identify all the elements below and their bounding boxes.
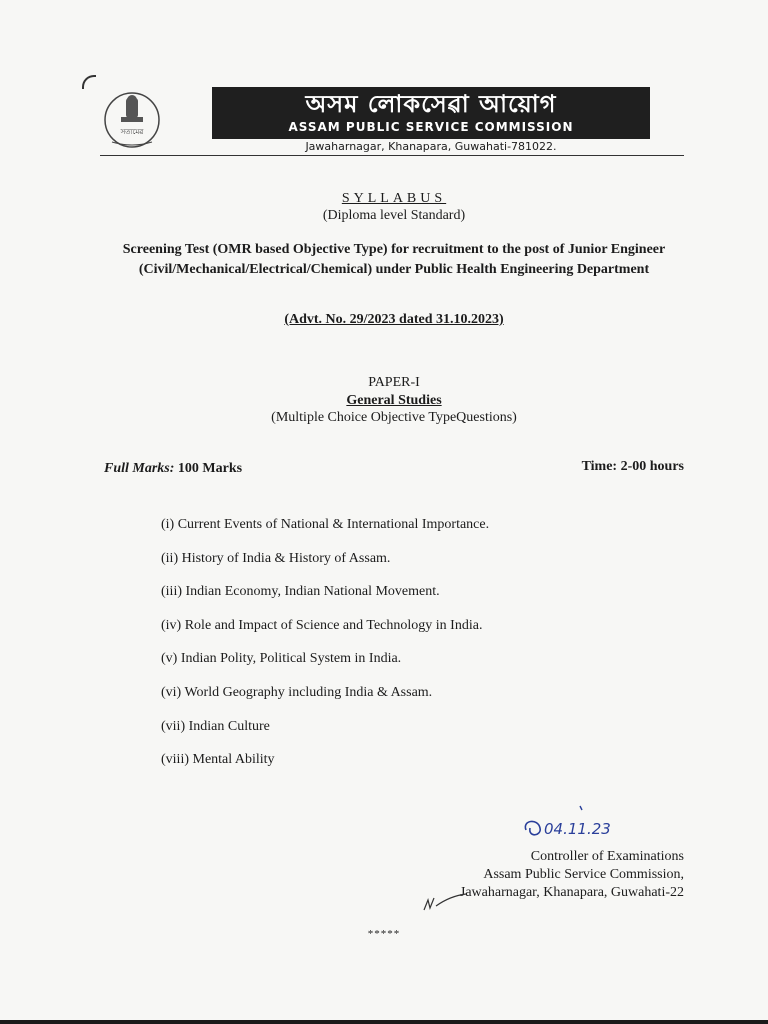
topic-item: (iii) Indian Economy, Indian National Movement.	[161, 584, 440, 600]
initials-mark	[420, 890, 470, 914]
topic-item: (ii) History of India & History of Assam.	[161, 550, 391, 566]
signatory-location: Jawaharnagar, Khanapara, Guwahati-22	[459, 885, 684, 900]
advertisement-number: (Advt. No. 29/2023 dated 31.10.2023)	[284, 312, 504, 327]
state-emblem-icon	[102, 90, 162, 150]
topic-item: (i) Current Events of National & International Importance.	[161, 517, 490, 532]
full-marks-label: Full Marks:	[104, 461, 175, 476]
signatory-block	[460, 848, 684, 902]
syllabus-heading: SYLLABUS	[341, 191, 447, 206]
signatory-organization: Assam Public Service Commission,	[483, 867, 684, 882]
full-marks	[104, 461, 242, 477]
topic-item: (viii) Mental Ability	[161, 752, 275, 768]
exam-time: Time: 2-00 hours	[581, 459, 684, 474]
header-banner	[212, 87, 650, 139]
signature-date: 04.11.23	[544, 820, 611, 838]
scan-edge	[0, 1020, 768, 1024]
commission-title-assamese: অসম লোকসেৱা আয়োগ	[305, 90, 557, 118]
topic-item: (v) Indian Polity, Political System in India.	[161, 651, 402, 667]
paper-number: PAPER-I	[368, 375, 420, 390]
svg-text:সত্যমেৱ: সত্যমেৱ	[120, 128, 144, 136]
topic-item: (vi) World Geography including India & Assam.	[161, 684, 433, 700]
handwritten-signature	[520, 800, 630, 846]
question-type: (Multiple Choice Objective TypeQuestions)	[271, 410, 517, 425]
topic-item: (iv) Role and Impact of Science and Technology in India.	[161, 617, 483, 633]
end-of-document-mark: *****	[367, 928, 401, 940]
header-divider	[100, 155, 684, 156]
punch-mark	[82, 75, 96, 89]
signatory-designation: Controller of Examinations	[530, 849, 684, 864]
topic-item: (vii) Indian Culture	[161, 718, 270, 734]
subject-title: General Studies	[346, 393, 442, 408]
commission-title-english: ASSAM PUBLIC SERVICE COMMISSION	[288, 120, 574, 134]
screening-test-description: Screening Test (OMR based Objective Type) for recruitment to the post of Junior Engineer (Civil/Mechanical/Electrical/Chemical) under Public Health Engineering Department	[122, 242, 666, 277]
full-marks-value: 100 Marks	[177, 461, 243, 476]
commission-address: Jawaharnagar, Khanapara, Guwahati-781022.	[305, 140, 557, 153]
level-subheading: (Diploma level Standard)	[322, 208, 466, 223]
topic-list	[161, 516, 489, 785]
